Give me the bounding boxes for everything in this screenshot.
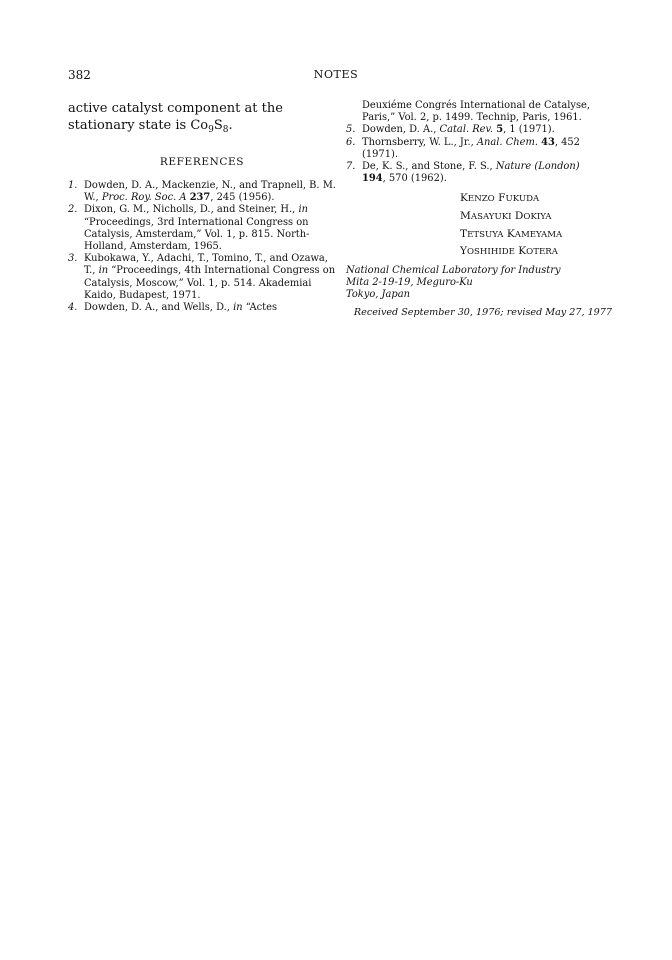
reference-authors: Kubokawa, Y., Adachi, T., Tomino, T., and Ozawa, T.,	[84, 253, 328, 277]
author-last-rest: UKUDA	[505, 194, 540, 205]
author-name	[460, 243, 612, 261]
subscript-8: 8	[222, 125, 229, 135]
body-paragraph	[68, 100, 336, 136]
reference-in: in	[298, 204, 308, 216]
author-name	[460, 190, 612, 208]
received-date: Received September 30, 1976; revised May 27, 1977	[353, 306, 612, 318]
reference-4-continued: Deuxiéme Congrés International de Catalyse, Paris,” Vol. 2, p. 1499. Technip, Paris, 1961.	[362, 100, 591, 124]
reference-volume: 43	[541, 136, 555, 148]
reference-volume: 5	[496, 124, 504, 136]
author-name	[460, 208, 612, 226]
reference-journal: Catal. Rev.	[439, 124, 494, 136]
running-head: NOTES	[313, 68, 359, 81]
author-last-rest: OKIYA	[523, 212, 552, 223]
reference-number: 4.	[68, 302, 78, 314]
affiliation-institution: National Chemical Laboratory for Industry	[346, 264, 561, 276]
affiliation	[346, 265, 612, 302]
left-column	[68, 100, 336, 314]
subscript-9: 9	[208, 125, 214, 135]
author-initial: M	[460, 210, 471, 223]
reference-journal: Anal. Chem.	[476, 136, 538, 148]
reference-7	[346, 161, 612, 185]
reference-authors: Dixon, G. M., Nicholls, D., and Steiner, H.,	[84, 204, 299, 216]
author-list	[460, 190, 612, 260]
reference-source: “Proceedings, 4th International Congress on Catalysis, Moscow,” Vol. 1, p. 514. Akademiai Kaido, Budapest, 1971.	[84, 265, 336, 301]
reference-pages: , 570 (1962).	[382, 173, 447, 185]
author-initial: F	[498, 192, 506, 205]
author-initial: Y	[460, 245, 467, 258]
reference-source: “Proceedings, 3rd International Congress on Catalysis, Amsterdam,” Vol. 1, p. 815. North-Holland, Amsterdam, 1965.	[84, 216, 310, 253]
reference-3	[68, 253, 336, 302]
body-text-after: .	[228, 118, 233, 133]
reference-volume: 194	[362, 173, 383, 185]
reference-authors: Dowden, D. A., and Wells, D.,	[84, 302, 234, 314]
author-initial: K	[460, 192, 468, 205]
affiliation-city: Tokyo, Japan	[346, 289, 410, 301]
reference-authors: De, K. S., and Stone, F. S.,	[362, 161, 496, 173]
reference-number: 1.	[68, 180, 78, 191]
right-column	[346, 100, 612, 318]
reference-pages: , 245 (1956).	[210, 192, 275, 204]
author-initial: D	[514, 210, 524, 223]
author-last-rest: OTERA	[526, 247, 558, 258]
author-name	[460, 226, 612, 244]
reference-6	[346, 137, 612, 161]
reference-5	[346, 124, 612, 136]
reference-in: in	[98, 265, 109, 277]
reference-pages: , 452 (1971).	[362, 136, 580, 160]
reference-number: 5.	[346, 124, 356, 136]
reference-pages: , 1 (1971).	[503, 124, 555, 136]
page-header	[68, 68, 604, 84]
reference-number: 7.	[346, 161, 356, 173]
reference-2	[68, 204, 336, 253]
reference-list-right	[346, 100, 612, 185]
author-first-rest: ENZO	[467, 194, 495, 205]
body-text-mid: S	[213, 118, 223, 133]
author-initial: T	[460, 227, 468, 240]
reference-authors: Dowden, D. A., Mackenzie, N., and Trapnell, B. M. W.,	[84, 180, 336, 204]
reference-1	[68, 180, 336, 204]
reference-number: 3.	[68, 253, 78, 265]
reference-in: in	[233, 302, 243, 314]
reference-volume: 237	[189, 192, 211, 204]
body-text-before: active catalyst component at the stationary state is Co	[68, 101, 283, 133]
reference-journal: Nature (London)	[495, 161, 580, 173]
reference-authors: Dowden, D. A.,	[362, 124, 440, 136]
reference-journal: Proc. Roy. Soc. A	[101, 192, 187, 204]
affiliation-address: Mita 2-19-19, Meguro-Ku	[346, 277, 473, 289]
reference-list-left	[68, 180, 336, 314]
reference-number: 6.	[346, 136, 356, 148]
author-last-rest: AMEYAMA	[514, 229, 563, 240]
author-initial: K	[518, 245, 527, 258]
reference-source: “Actes	[242, 302, 278, 314]
author-first-rest: ETSUYA	[467, 229, 504, 240]
author-first-rest: ASAYUKI	[470, 212, 512, 223]
author-first-rest: OSHIHIDE	[467, 247, 515, 258]
author-initial: K	[506, 227, 515, 240]
references-heading: REFERENCES	[159, 156, 245, 168]
reference-authors: Thornsberry, W. L., Jr.,	[362, 136, 477, 148]
page-number: 382	[68, 68, 91, 82]
reference-4	[68, 302, 336, 314]
reference-number: 2.	[68, 204, 78, 216]
